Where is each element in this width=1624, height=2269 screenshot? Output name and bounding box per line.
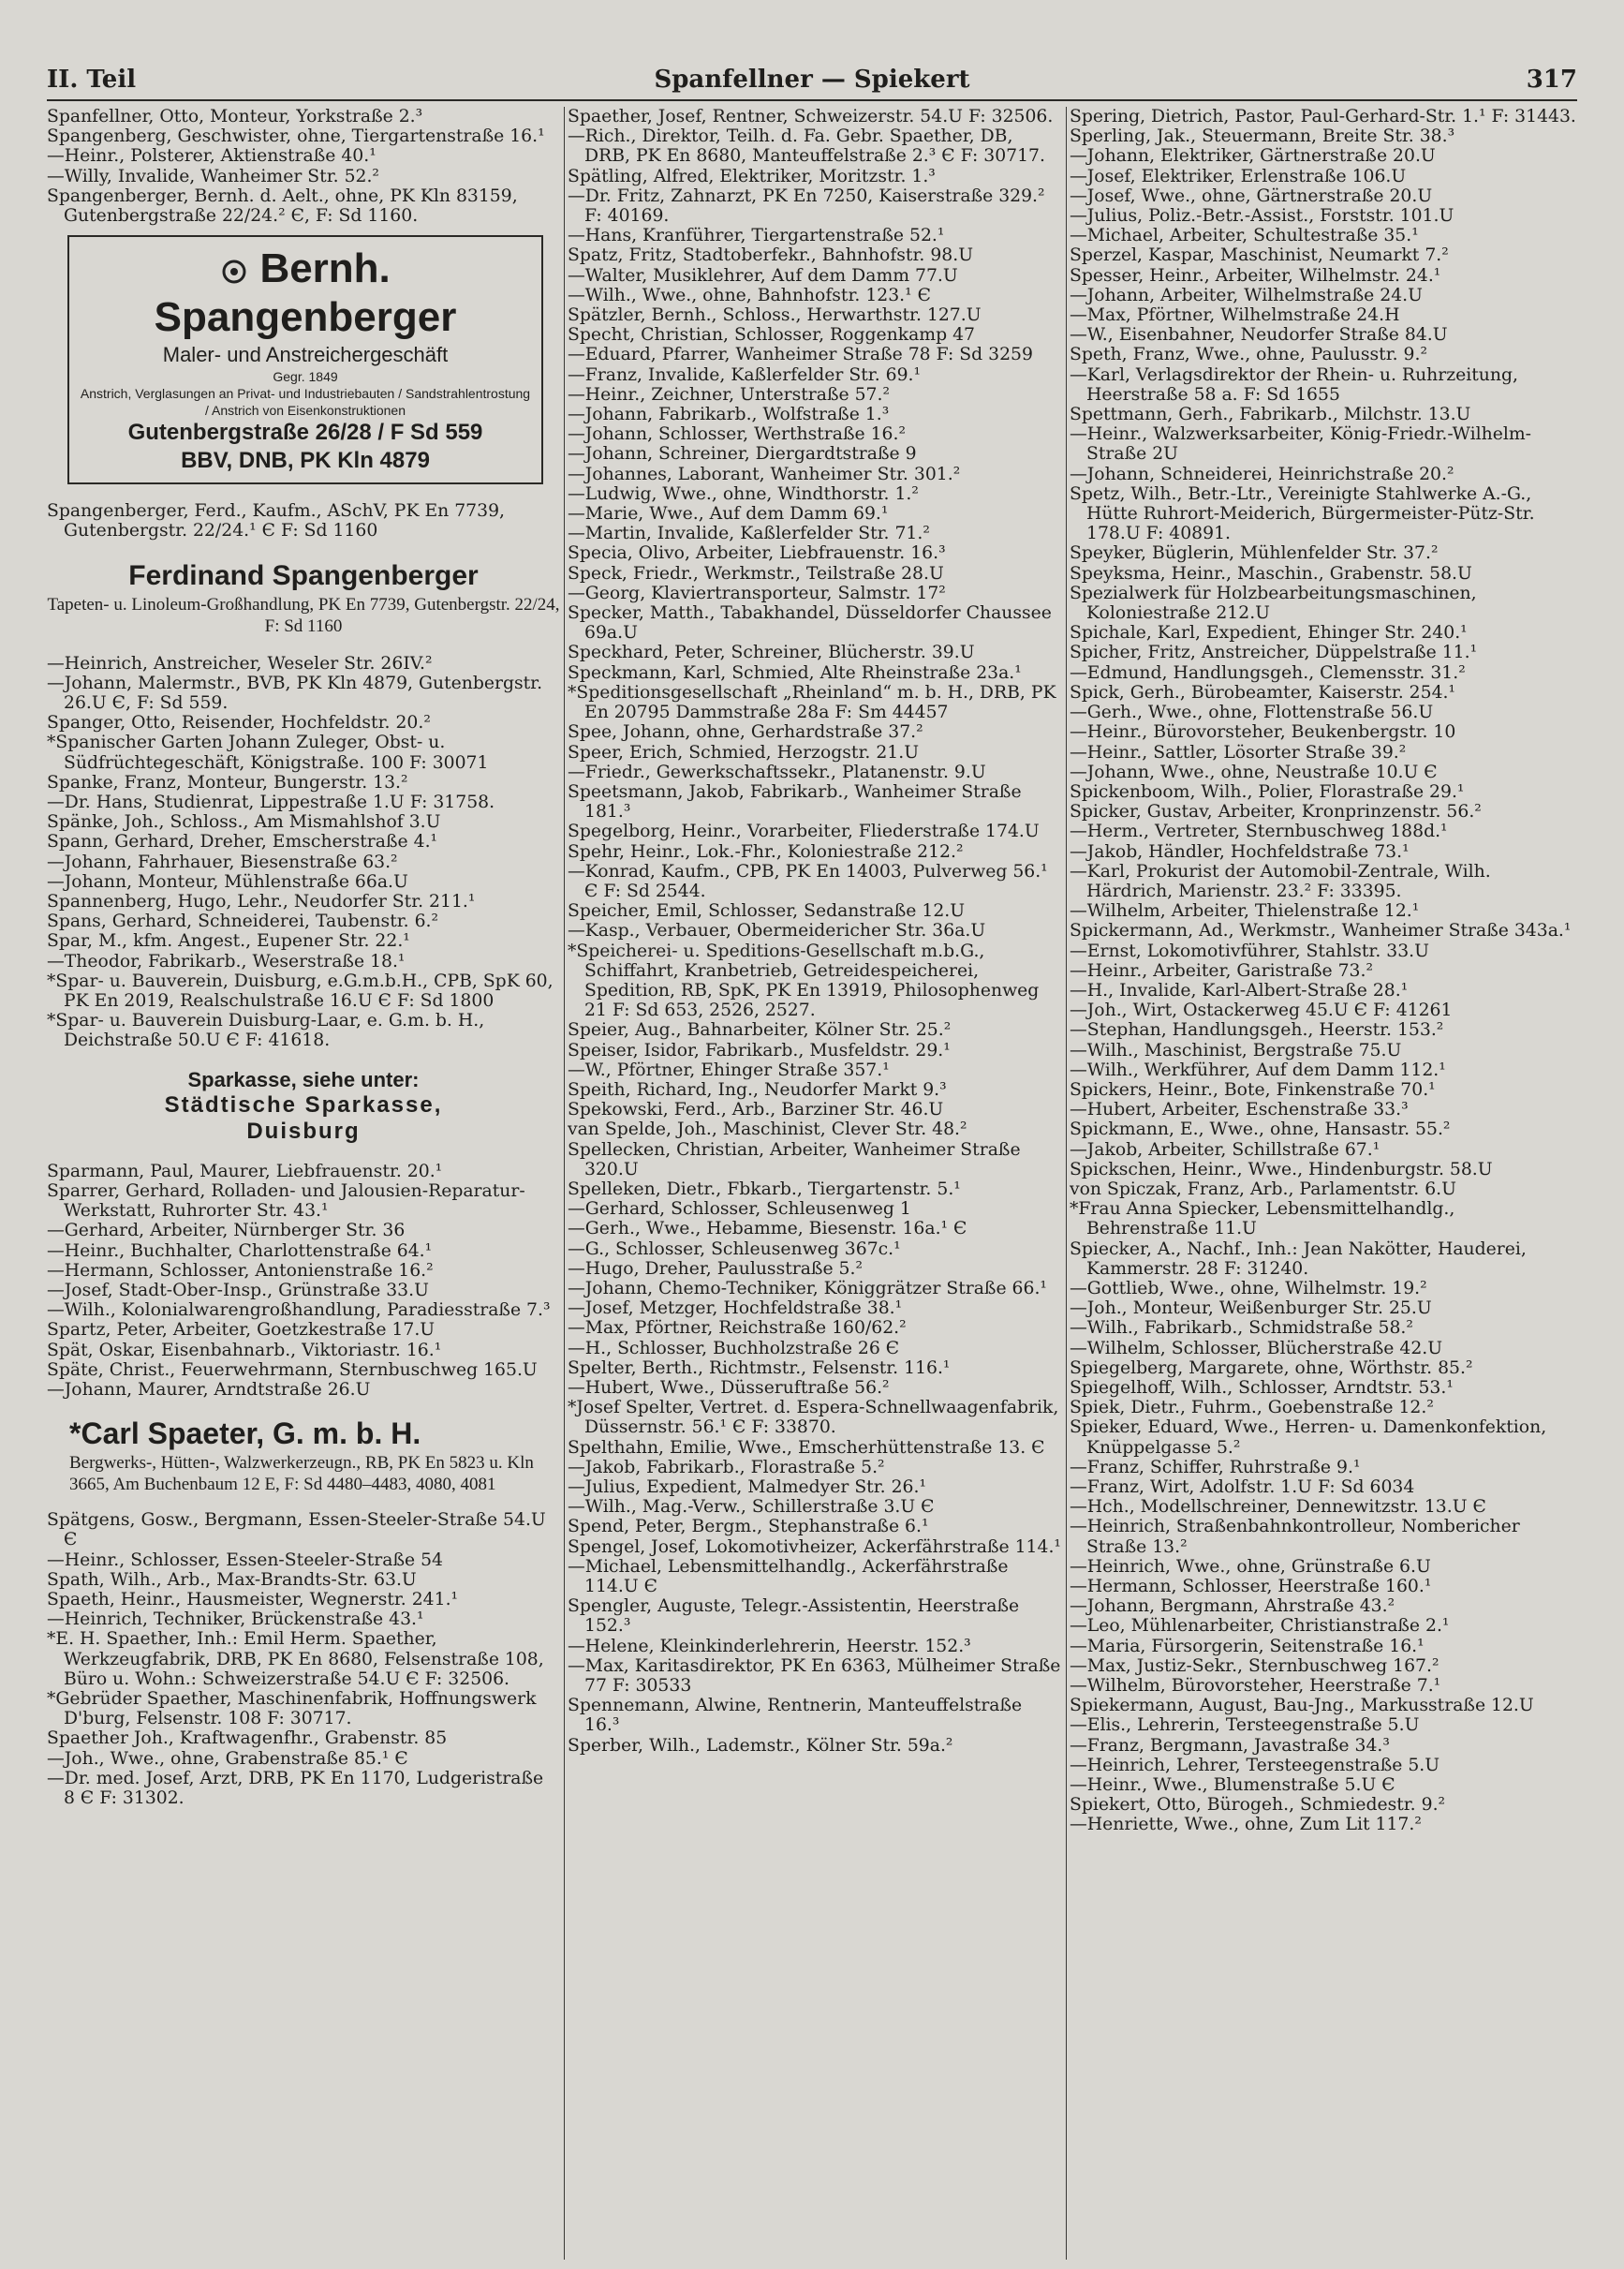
directory-entry: —Konrad, Kaufm., CPB, PK En 14003, Pulverweg 56.¹ Є F: Sd 2544.: [568, 861, 1048, 901]
directory-entry: *E. H. Spaether, Inh.: Emil Herm. Spaether, Werkzeugfabrik, DRB, PK En 8680, Felsenstraße 108, Büro u. Wohn.: Schweizerstraße 54.U Є F: 32506.: [47, 1629, 544, 1689]
directory-entry: —Hans, Kranführer, Tiergartenstraße 52.¹: [568, 226, 945, 246]
directory-entry: —Gerhard, Arbeiter, Nürnberger Str. 36: [47, 1221, 406, 1241]
ad-details: Bergwerks-, Hütten-, Walzwerkerzeugn., RB, PK En 5823 u. Kln 3665, Am Buchenbaum 12 E, F: Sd 4480–4483, 4080, 4081: [69, 1453, 534, 1495]
ad-company-name: *Carl Spaeter, G. m. b. H.: [69, 1416, 421, 1451]
directory-entry: —Joh., Monteur, Weißenburger Str. 25.U: [1070, 1298, 1432, 1319]
directory-entry: —Maria, Fürsorgerin, Seitenstraße 16.¹: [1070, 1636, 1425, 1656]
directory-entry: —Franz, Invalide, Kaßlerfelder Str. 69.¹: [568, 364, 922, 385]
directory-entry: —H., Schlosser, Buchholzstraße 26 Є: [568, 1338, 900, 1358]
directory-entry: von Spiczak, Franz, Arb., Parlamentstr. 6.U: [1070, 1179, 1456, 1199]
directory-entry: Speier, Aug., Bahnarbeiter, Kölner Str. 25.²: [568, 1020, 952, 1041]
directory-entry: —Johann, Fabrikarb., Wolfstraße 1.³: [568, 405, 890, 425]
directory-entry: —Jakob, Fabrikarb., Florastraße 5.²: [568, 1457, 885, 1477]
directory-entry: Spee, Johann, ohne, Gerhardstraße 37.²: [568, 722, 923, 743]
directory-entry: —Joh., Wirt, Ostackerweg 45.U Є F: 41261: [1070, 1001, 1453, 1021]
directory-entry: *Speicherei- u. Speditions-Gesellschaft m.b.G., Schiffahrt, Kranbetrieb, Getreidespeicherei, Spedition, RB, SpK, PK En 13919, Philosophenweg 21 F: Sd 653, 2526, 2527.: [568, 941, 1040, 1021]
ad-founded: Gegr. 1849: [273, 369, 338, 385]
directory-entry: Speckhard, Peter, Schreiner, Blücherstr. 39.U: [568, 643, 975, 663]
advertisement-carl-spaeter: [47, 1415, 560, 1495]
directory-entry: —Heinrich, Lehrer, Tersteegenstraße 5.U: [1070, 1755, 1440, 1775]
directory-entry: —Max, Karitasdirektor, PK En 6363, Mülheimer Straße 77 F: 30533: [568, 1655, 1061, 1697]
directory-entry: —Karl, Prokurist der Automobil-Zentrale, Wilh. Härdrich, Marienstr. 23.² F: 33395.: [1070, 861, 1491, 901]
directory-entry: —Heinrich, Wwe., ohne, Grünstraße 6.U: [1070, 1556, 1431, 1577]
advertisement-ferdinand-spangenberger: [47, 558, 560, 637]
directory-entry: —Johann, Arbeiter, Wilhelmstraße 24.U: [1070, 285, 1423, 305]
directory-entry: Spickermann, Ad., Werkmstr., Wanheimer Straße 343a.¹: [1070, 921, 1572, 942]
directory-entry: —Kasp., Verbauer, Obermeidericher Str. 36a.U: [568, 921, 986, 942]
page-header: [47, 66, 1577, 101]
directory-entry: Spettmann, Gerh., Fabrikarb., Milchstr. 13.U: [1070, 405, 1471, 425]
directory-entry: Speith, Richard, Ing., Neudorfer Markt 9.³: [568, 1079, 947, 1100]
directory-entry: Sparrer, Gerhard, Rolladen- und Jalousien-Reparatur-Werkstatt, Ruhrorter Str. 43.¹: [47, 1180, 525, 1222]
directory-entry: Spichale, Karl, Expedient, Ehinger Str. 240.¹: [1070, 623, 1468, 644]
directory-entry: Speyksma, Heinr., Maschin., Grabenstr. 58.U: [1070, 563, 1472, 584]
directory-entry: Speckmann, Karl, Schmied, Alte Rheinstraße 23a.¹: [568, 662, 1022, 683]
directory-entry: —Johann, Bergmann, Ahrstraße 43.²: [1070, 1596, 1395, 1617]
directory-entry: Spath, Wilh., Arb., Max-Brandts-Str. 63.U: [47, 1569, 417, 1590]
directory-entry: —Michael, Arbeiter, Schultestraße 35.¹: [1070, 226, 1419, 246]
directory-entry: —Johann, Schneiderei, Heinrichstraße 20.²: [1070, 464, 1454, 484]
directory-entry: —Johann, Malermstr., BVB, PK Kln 4879, Gutenbergstr. 26.U Є, F: Sd 559.: [47, 673, 543, 714]
company-logo-icon: [220, 258, 248, 286]
directory-entry: —Henriette, Wwe., ohne, Zum Lit 117.²: [1070, 1815, 1422, 1835]
directory-entry: —Gottlieb, Wwe., ohne, Wilhelmstr. 19.²: [1070, 1278, 1427, 1298]
directory-entry: —Georg, Klaviertransporteur, Salmstr. 17²: [568, 583, 946, 603]
directory-entry: Spannenberg, Hugo, Lehr., Neudorfer Str. 211.¹: [47, 892, 476, 912]
reference-line: Sparkasse, siehe unter:: [187, 1067, 420, 1091]
directory-entry: Speiser, Isidor, Fabrikarb., Musfeldstr. 29.¹: [568, 1040, 951, 1060]
directory-entry: Spicher, Fritz, Anstreicher, Düppelstraße 11.¹: [1070, 643, 1478, 663]
directory-entry: Spellecken, Christian, Arbeiter, Wanheimer Straße 320.U: [568, 1139, 1021, 1179]
directory-entry: Spangenberger, Bernh. d. Aelt., ohne, PK Kln 83159, Gutenbergstraße 22/24.² Є, F: Sd 1160.: [47, 185, 518, 227]
directory-entry: —Martin, Invalide, Kaßlerfelder Str. 71.²: [568, 524, 930, 544]
directory-entry: *Gebrüder Spaether, Maschinenfabrik, Hoffnungswerk D'burg, Felsenstr. 108 F: 30717.: [47, 1688, 537, 1729]
directory-entry: —Heinr., Polsterer, Aktienstraße 40.¹: [47, 146, 376, 167]
directory-entry: —Marie, Wwe., Auf dem Damm 69.¹: [568, 504, 889, 525]
directory-entry: —Heinrich, Anstreicher, Weseler Str. 26IV.²: [47, 653, 433, 674]
directory-entry: —Max, Pförtner, Reichstraße 160/62.²: [568, 1318, 907, 1339]
directory-entry: —Johann, Chemo-Techniker, Königgrätzer Straße 66.¹: [568, 1278, 1047, 1298]
directory-entry: —Heinr., Wwe., Blumenstraße 5.U Є: [1070, 1775, 1395, 1796]
directory-entry: —Hugo, Dreher, Paulusstraße 5.²: [568, 1258, 864, 1279]
directory-entry: —Hermann, Schlosser, Heerstraße 160.¹: [1070, 1577, 1432, 1597]
directory-entry: Spanfellner, Otto, Monteur, Yorkstraße 2.³: [47, 107, 423, 126]
directory-entry: —Dr. med. Josef, Arzt, DRB, PK En 1170, Ludgeristraße 8 Є F: 31302.: [47, 1768, 544, 1808]
directory-entry: —Ernst, Lokomotivführer, Stahlstr. 33.U: [1070, 941, 1429, 961]
ad-business: Maler- und Anstreichergeschäft: [162, 343, 449, 367]
section-label: II. Teil: [47, 66, 137, 94]
directory-entry: Spekowski, Ferd., Arb., Barziner Str. 46.U: [568, 1100, 944, 1120]
directory-entry: —Wilhelm, Bürovorsteher, Heerstraße 7.¹: [1070, 1676, 1441, 1697]
directory-entry: —Helene, Kleinkinderlehrerin, Heerstr. 152.³: [568, 1636, 971, 1656]
directory-entry: —H., Invalide, Karl-Albert-Straße 28.¹: [1070, 980, 1409, 1001]
directory-entry: Spann, Gerhard, Dreher, Emscherstraße 4.¹: [47, 832, 438, 853]
page-number: 317: [1526, 66, 1577, 94]
directory-entry: —Wilh., Fabrikarb., Schmidstraße 58.²: [1070, 1318, 1413, 1339]
directory-entry: Spangenberg, Geschwister, ohne, Tiergartenstraße 16.¹: [47, 126, 545, 147]
directory-entry: —Jakob, Händler, Hochfeldstraße 73.¹: [1070, 841, 1410, 862]
reference-city: Duisburg: [246, 1118, 361, 1144]
directory-entry: Späte, Christ., Feuerwehrmann, Sternbuschweg 165.U: [47, 1359, 538, 1380]
directory-entry: Spatz, Fritz, Stadtoberfekr., Bahnhofstr. 98.U: [568, 245, 974, 266]
directory-entry: Spering, Dietrich, Pastor, Paul-Gerhard-Str. 1.¹ F: 31443.: [1070, 107, 1576, 126]
directory-entry: —Josef, Metzger, Hochfeldstraße 38.¹: [568, 1298, 903, 1319]
directory-entry: —Gerh., Wwe., Hebamme, Biesenstr. 16a.¹ Є: [568, 1219, 967, 1239]
directory-entry: —Franz, Wirt, Adolfstr. 1.U F: Sd 6034: [1070, 1477, 1415, 1498]
directory-entry: —Wilhelm, Schlosser, Blücherstraße 42.U: [1070, 1338, 1443, 1358]
column-3: [1070, 107, 1577, 2260]
directory-entry: —Willy, Invalide, Wanheimer Str. 52.²: [47, 166, 379, 186]
directory-entry: Spiegelhoff, Wilh., Schlosser, Arndtstr. 53.¹: [1070, 1378, 1454, 1398]
directory-entry: —Elis., Lehrerin, Tersteegenstraße 5.U: [1070, 1715, 1420, 1736]
directory-entry: Spesser, Heinr., Arbeiter, Wilhelmstr. 24.¹: [1070, 265, 1441, 286]
directory-entry: —Heinr., Bürovorsteher, Beukenbergstr. 10: [1070, 722, 1456, 743]
directory-entry: Sperling, Jak., Steuermann, Breite Str. 38.³: [1070, 126, 1455, 147]
directory-entry: Spiek, Dietr., Fuhrm., Goebenstraße 12.²: [1070, 1398, 1434, 1418]
directory-entry: —Johann, Fahrhauer, Biesenstraße 63.²: [47, 852, 398, 872]
directory-entry: —Gerhard, Schlosser, Schleusenweg 1: [568, 1199, 911, 1220]
directory-entry: —Heinrich, Straßenbahnkontrolleur, Nombericher Straße 13.²: [1070, 1517, 1520, 1557]
ad-accounts: BBV, DNB, PK Kln 4879: [181, 448, 430, 474]
directory-entry: Spennemann, Alwine, Rentnerin, Manteuffelstraße 16.³: [568, 1696, 1023, 1736]
directory-entry: van Spelde, Joh., Maschinist, Clever Str. 48.²: [568, 1120, 967, 1140]
directory-entry: Sparmann, Paul, Maurer, Liebfrauenstr. 20.¹: [47, 1161, 443, 1181]
ad-company-name: Bernh. Spangenberger: [154, 245, 457, 341]
ad-services: Anstrich, Verglasungen an Privat- und Industriebauten / Sandstrahlentrostung / Anstrich von Eisenkonstruktionen: [80, 386, 531, 419]
ad-company-name: Ferdinand Spangenberger: [128, 559, 479, 591]
directory-entry: —Walter, Musiklehrer, Auf dem Damm 77.U: [568, 265, 958, 286]
directory-entry: —Johann, Wwe., ohne, Neustraße 10.U Є: [1070, 762, 1438, 782]
directory-entry: Spezialwerk für Holzbearbeitungsmaschinen, Koloniestraße 212.U: [1070, 583, 1477, 624]
directory-entry: —Theodor, Fabrikarb., Weserstraße 18.¹: [47, 951, 406, 971]
directory-entry: Spans, Gerhard, Schneiderei, Taubenstr. 6.²: [47, 912, 439, 932]
directory-entry: Specker, Matth., Tabakhandel, Düsseldorfer Chaussee 69a.U: [568, 603, 1052, 644]
columns: [47, 107, 1577, 2260]
directory-entry: Spaether Joh., Kraftwagenfhr., Grabenstr. 85: [47, 1728, 448, 1749]
directory-entry: Specht, Christian, Schlosser, Roggenkamp 47: [568, 325, 976, 346]
directory-entry: —Heinrich, Techniker, Brückenstraße 43.¹: [47, 1609, 424, 1630]
directory-entry: —Wilh., Kolonialwarengroßhandlung, Paradiesstraße 7.³: [47, 1300, 551, 1321]
directory-entry: Spend, Peter, Bergm., Stephanstraße 6.¹: [568, 1517, 929, 1537]
directory-entry: Spickmann, E., Wwe., ohne, Hansastr. 55.²: [1070, 1120, 1451, 1140]
directory-entry: Spätzler, Bernh., Schloss., Herwarthstr. 127.U: [568, 305, 982, 326]
directory-entry: —Friedr., Gewerkschaftssekr., Platanenstr. 9.U: [568, 762, 986, 782]
directory-entry: Spaether, Josef, Rentner, Schweizerstr. 54.U F: 32506.: [568, 107, 1054, 126]
directory-entry: —Max, Pförtner, Wilhelmstraße 24.H: [1070, 305, 1400, 326]
directory-entry: —Wilh., Werkführer, Auf dem Damm 112.¹: [1070, 1060, 1446, 1080]
directory-entry: Spaeth, Heinr., Hausmeister, Wegnerstr. 241.¹: [47, 1589, 459, 1609]
directory-entry: —Wilhelm, Arbeiter, Thielenstraße 12.¹: [1070, 901, 1420, 922]
column-divider: [1066, 107, 1067, 2260]
directory-entry: Spengel, Josef, Lokomotivheizer, Ackerfährstraße 114.¹: [568, 1536, 1061, 1557]
directory-entry: —Rich., Direktor, Teilh. d. Fa. Gebr. Spaether, DB, DRB, PK En 8680, Manteuffelstraße 2.³ Є F: 30717.: [568, 126, 1045, 167]
directory-entry: Speyker, Büglerin, Mühlenfelder Str. 37.²: [1070, 543, 1439, 564]
ad-address: Gutenbergstraße 26/28 / F Sd 559: [127, 420, 483, 446]
directory-entry: Spelthahn, Emilie, Wwe., Emscherhüttenstraße 13. Є: [568, 1437, 1045, 1458]
directory-entry: Spegelborg, Heinr., Vorarbeiter, Fliederstraße 174.U: [568, 822, 1040, 842]
directory-entry: Sperzel, Kaspar, Maschinist, Neumarkt 7.²: [1070, 245, 1449, 266]
directory-entry: —Josef, Stadt-Ober-Insp., Grünstraße 33.U: [47, 1280, 429, 1300]
directory-entry: Spetz, Wilh., Betr.-Ltr., Vereinigte Stahlwerke A.-G., Hütte Ruhrort-Meiderich, Bürgermeister-Pütz-Str. 178.U F: 40891.: [1070, 483, 1535, 544]
reference-target: Städtische Sparkasse,: [164, 1091, 443, 1118]
sparkasse-reference: [47, 1068, 560, 1145]
directory-entry: —Franz, Schiffer, Ruhrstraße 9.¹: [1070, 1457, 1361, 1477]
directory-entry: Spartz, Peter, Arbeiter, Goetzkestraße 17.U: [47, 1320, 436, 1341]
directory-entry: —Wilh., Wwe., ohne, Bahnhofstr. 123.¹ Є: [568, 285, 932, 305]
directory-entry: Spickenboom, Wilh., Polier, Florastraße 29.¹: [1070, 781, 1465, 802]
directory-entry: Speer, Erich, Schmied, Herzogstr. 21.U: [568, 742, 920, 763]
directory-entry: —Heinr., Sattler, Lösorter Straße 39.²: [1070, 742, 1407, 763]
directory-entry: —Johann, Maurer, Arndtstraße 26.U: [47, 1379, 371, 1400]
advertisement-spangenberger: [67, 235, 543, 484]
directory-entry: Spickschen, Heinr., Wwe., Hindenburgstr. 58.U: [1070, 1159, 1493, 1179]
directory-entry: —Josef, Wwe., ohne, Gärtnerstraße 20.U: [1070, 185, 1433, 206]
directory-entry: Spiecker, A., Nachf., Inh.: Jean Nakötter, Hauderei, Kammerstr. 28 F: 31240.: [1070, 1238, 1527, 1279]
directory-entry: —Heinr., Buchhalter, Charlottenstraße 64.¹: [47, 1240, 433, 1261]
directory-entry: Spiekert, Otto, Bürogeh., Schmiedestr. 9.²: [1070, 1795, 1446, 1816]
directory-entry: —Josef, Elektriker, Erlenstraße 106.U: [1070, 166, 1407, 186]
directory-entry: —Karl, Verlagsdirektor der Rhein- u. Ruhrzeitung, Heerstraße 58 a. F: Sd 1655: [1070, 364, 1518, 405]
column-divider: [564, 107, 565, 2260]
directory-entry: *Speditionsgesellschaft „Rheinland“ m. b. H., DRB, PK En 20795 Dammstraße 28a F: Sm 44457: [568, 682, 1056, 723]
directory-entry: —W., Eisenbahner, Neudorfer Straße 84.U: [1070, 325, 1448, 346]
directory-entry: —W., Pförtner, Ehinger Straße 357.¹: [568, 1060, 890, 1080]
directory-entry: —Julius, Expedient, Malmedyer Str. 26.¹: [568, 1477, 926, 1498]
directory-entry: —Hubert, Arbeiter, Eschenstraße 33.³: [1070, 1100, 1409, 1120]
directory-entry: —Max, Justiz-Sekr., Sternbuschweg 167.²: [1070, 1655, 1439, 1676]
directory-entry: Spangenberger, Ferd., Kaufm., ASchV, PK En 7739, Gutenbergstr. 22/24.¹ Є F: Sd 1160: [47, 501, 505, 541]
directory-entry: —Franz, Bergmann, Javastraße 34.³: [1070, 1735, 1390, 1756]
directory-entry: *Spar- u. Bauverein, Duisburg, e.G.m.b.H., CPB, SpK 60, PK En 2019, Realschulstraße 16.U Є F: Sd 1800: [47, 971, 554, 1012]
directory-entry: —Heinr., Walzwerksarbeiter, König-Friedr.-Wilhelm-Straße 2U: [1070, 424, 1532, 465]
directory-entry: —Jakob, Arbeiter, Schillstraße 67.¹: [1070, 1139, 1380, 1160]
directory-entry: —Stephan, Handlungsgeh., Heerstr. 153.²: [1070, 1020, 1444, 1041]
directory-entry: Spiekermann, August, Bau-Jng., Markusstraße 12.U: [1070, 1696, 1534, 1716]
directory-entry: Specia, Olivo, Arbeiter, Liebfrauenstr. 16.³: [568, 543, 946, 564]
directory-entry: *Spanischer Garten Johann Zuleger, Obst- u. Südfrüchtegeschäft, Königstraße. 100 F: 30071: [47, 733, 489, 773]
directory-entry: Spänke, Joh., Schloss., Am Mismahlshof 3.U: [47, 812, 441, 833]
directory-entry: —Wilh., Maschinist, Bergstraße 75.U: [1070, 1040, 1402, 1060]
directory-entry: —Julius, Poliz.-Betr.-Assist., Forststr. 101.U: [1070, 206, 1454, 227]
directory-entry: Speicher, Emil, Schlosser, Sedanstraße 12.U: [568, 901, 966, 922]
ad-details: Tapeten- u. Linoleum-Großhandlung, PK En 7739, Gutenbergstr. 22/24, F: Sd 1160: [47, 594, 560, 636]
directory-entry: Sperber, Wilh., Lademstr., Kölner Str. 59a.²: [568, 1735, 953, 1756]
directory-entry: —Johann, Schreiner, Diergardtstraße 9: [568, 444, 917, 465]
directory-entry: Spelleken, Dietr., Fbkarb., Tiergartenstr. 5.¹: [568, 1179, 961, 1199]
directory-entry: —Johann, Schlosser, Werthstraße 16.²: [568, 424, 906, 445]
directory-entry: —Hubert, Wwe., Düsseruftraße 56.²: [568, 1378, 890, 1398]
directory-entry: —Edmund, Handlungsgeh., Clemensstr. 31.²: [1070, 662, 1466, 683]
directory-entry: Spätling, Alfred, Elektriker, Moritzstr. 1.³: [568, 166, 936, 186]
running-title: Spanfellner — Spiekert: [654, 66, 970, 94]
directory-entry: *Josef Spelter, Vertret. d. Espera-Schnellwaagenfabrik, Düssernstr. 56.¹ Є F: 33870.: [568, 1398, 1059, 1438]
directory-entry: —Gerh., Wwe., ohne, Flottenstraße 56.U: [1070, 703, 1434, 723]
directory-entry: Spieker, Eduard, Wwe., Herren- u. Damenkonfektion, Knüppelgasse 5.²: [1070, 1417, 1547, 1458]
directory-entry: —Heinr., Schlosser, Essen-Steeler-Straße 54: [47, 1550, 443, 1570]
directory-entry: —Herm., Vertreter, Sternbuschweg 188d.¹: [1070, 822, 1448, 842]
directory-entry: *Frau Anna Spiecker, Lebensmittelhandlg., Behrenstraße 11.U: [1070, 1199, 1455, 1239]
directory-entry: —Johann, Elektriker, Gärtnerstraße 20.U: [1070, 146, 1436, 167]
directory-entry: Spät, Oskar, Eisenbahnarb., Viktoriastr. 16.¹: [47, 1340, 442, 1360]
directory-entry: Spelter, Berth., Richtmstr., Felsenstr. 116.¹: [568, 1357, 951, 1378]
directory-entry: —Leo, Mühlenarbeiter, Christianstraße 2.¹: [1070, 1616, 1450, 1637]
directory-entry: Speetsmann, Jakob, Fabrikarb., Wanheimer Straße 181.³: [568, 781, 1022, 823]
directory-entry: —Hermann, Schlosser, Antonienstraße 16.²: [47, 1260, 434, 1281]
directory-entry: —Dr. Fritz, Zahnarzt, PK En 7250, Kaiserstraße 329.² F: 40169.: [568, 185, 1045, 227]
directory-entry: Spickers, Heinr., Bote, Finkenstraße 70.¹: [1070, 1079, 1436, 1100]
directory-entry: —Eduard, Pfarrer, Wanheimer Straße 78 F: Sd 3259: [568, 345, 1033, 365]
directory-entry: —Heinr., Arbeiter, Garistraße 73.²: [1070, 960, 1373, 981]
directory-entry: —Heinr., Zeichner, Unterstraße 57.²: [568, 384, 891, 405]
directory-entry: Spiegelberg, Margarete, ohne, Wörthstr. 85.²: [1070, 1357, 1473, 1378]
directory-entry: Spätgens, Gosw., Bergmann, Essen-Steeler-Straße 54.U Є: [47, 1510, 546, 1550]
directory-entry: Spick, Gerh., Bürobeamter, Kaiserstr. 254.¹: [1070, 682, 1456, 703]
directory-entry: —Joh., Wwe., ohne, Grabenstraße 85.¹ Є: [47, 1748, 408, 1769]
directory-entry: Spengler, Auguste, Telegr.-Assistentin, Heerstraße 152.³: [568, 1596, 1020, 1637]
directory-entry: Spehr, Heinr., Lok.-Fhr., Koloniestraße 212.²: [568, 841, 964, 862]
directory-entry: Spar, M., kfm. Angest., Eupener Str. 22.¹: [47, 931, 410, 952]
directory-entry: Spicker, Gustav, Arbeiter, Kronprinzenstr. 56.²: [1070, 802, 1482, 823]
directory-entry: *Spar- u. Bauverein Duisburg-Laar, e. G.m. b. H., Deichstraße 50.U Є F: 41618.: [47, 1011, 485, 1051]
directory-entry: —Wilh., Mag.-Verw., Schillerstraße 3.U Є: [568, 1497, 935, 1518]
directory-entry: —Dr. Hans, Studienrat, Lippestraße 1.U F: 31758.: [47, 793, 495, 813]
directory-entry: —Michael, Lebensmittelhandlg., Ackerfährstraße 114.U Є: [568, 1556, 1009, 1597]
column-2: [568, 107, 1062, 2260]
directory-entry: —Johann, Monteur, Mühlenstraße 66a.U: [47, 871, 408, 892]
directory-entry: —Ludwig, Wwe., ohne, Windthorstr. 1.²: [568, 483, 919, 504]
directory-entry: Speck, Friedr., Werkmstr., Teilstraße 28.U: [568, 563, 944, 584]
column-1: [47, 107, 560, 2260]
directory-entry: Spanke, Franz, Monteur, Bungerstr. 13.²: [47, 772, 408, 793]
directory-entry: Speth, Franz, Wwe., ohne, Paulusstr. 9.²: [1070, 345, 1427, 365]
directory-entry: —G., Schlosser, Schleusenweg 367c.¹: [568, 1238, 901, 1259]
directory-entry: —Hch., Modellschreiner, Dennewitzstr. 13.U Є: [1070, 1497, 1486, 1518]
directory-entry: Spanger, Otto, Reisender, Hochfeldstr. 20.²: [47, 713, 431, 734]
directory-entry: —Johannes, Laborant, Wanheimer Str. 301.²: [568, 464, 961, 484]
